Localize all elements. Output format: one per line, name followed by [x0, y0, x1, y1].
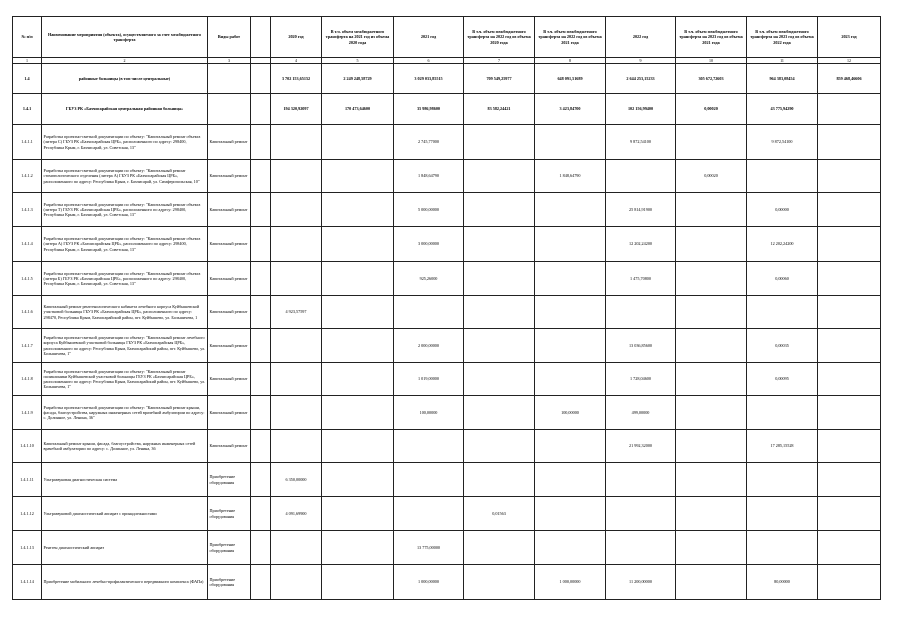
- header-cell: Наименование мероприятия (объекта), осуществляемого за счет межбюджетного трансферта: [42, 17, 208, 58]
- value-cell: [251, 329, 271, 363]
- work-type: Капитальный ремонт: [208, 193, 251, 227]
- column-number-cell: 4: [271, 58, 322, 64]
- value-cell: 13 775,00000: [394, 531, 464, 565]
- value-cell: 25 814,91900: [606, 193, 676, 227]
- row-number: 1.4.1.6: [13, 296, 42, 329]
- value-cell: [606, 497, 676, 531]
- work-type: Капитальный ремонт: [208, 430, 251, 463]
- value-cell: 4 091,69900: [271, 497, 322, 531]
- column-number-cell: 12: [818, 58, 881, 64]
- row-name: Разработка проектно-сметной документации по объекту: "Капитальный ремонт объекта (литера Т) ГБУЗ РК «Бахчисарайская ЦРБ», расположенного по адресу: 298400, Республика Крым, г. Бахчисарай, ул. Советская, 13": [42, 193, 208, 227]
- value-cell: [251, 227, 271, 262]
- value-cell: [271, 396, 322, 430]
- value-cell: [535, 363, 606, 396]
- value-cell: [251, 531, 271, 565]
- row-name: Ультразвуковой диагностический аппарат с принадлежностями: [42, 497, 208, 531]
- work-type: Капитальный ремонт: [208, 262, 251, 296]
- table-row: [13, 565, 881, 600]
- value-cell: [464, 227, 535, 262]
- value-cell: [818, 430, 881, 463]
- row-number: 1.4.1.5: [13, 262, 42, 296]
- table-row: [13, 160, 881, 193]
- value-cell: [464, 160, 535, 193]
- value-cell: [251, 463, 271, 497]
- value-cell: [818, 94, 881, 125]
- value-cell: [271, 160, 322, 193]
- header-row: [13, 17, 881, 58]
- value-cell: [251, 160, 271, 193]
- value-cell: [747, 531, 818, 565]
- row-name: Разработка проектно-сметной документации по объекту: "Капитальный ремонт объекта (литера С) ГБУЗ РК «Бахчисарайская ЦРБ», расположенного по адресу: 298400, Республика Крым, г. Бахчисарай, ул. Советская, 13": [42, 125, 208, 160]
- row-name: Разработка проектно-сметной документации по объекту: "Капитальный ремонт крыши, фасада, благоустройства, наружных инженерных сетей врачебной амбулатории по адресу: с. Долинное, ул. Ленина, 36": [42, 396, 208, 430]
- value-cell: [271, 262, 322, 296]
- value-cell: [271, 565, 322, 600]
- table-row: [13, 396, 881, 430]
- value-cell: [606, 296, 676, 329]
- column-number-cell: 2: [42, 58, 208, 64]
- value-cell: [322, 227, 394, 262]
- row-number: 1.4.1.14: [13, 565, 42, 600]
- value-cell: [676, 565, 747, 600]
- value-cell: [818, 262, 881, 296]
- header-cell: [251, 17, 271, 58]
- value-cell: 3 000,00000: [394, 227, 464, 262]
- column-number-cell: 5: [322, 58, 394, 64]
- value-cell: [251, 193, 271, 227]
- value-cell: [676, 531, 747, 565]
- header-cell: 2022 год: [606, 17, 676, 58]
- value-cell: [818, 531, 881, 565]
- header-cell: 2020 год: [271, 17, 322, 58]
- value-cell: 1 475,70800: [606, 262, 676, 296]
- budget-table: [12, 16, 881, 600]
- value-cell: 100,00000: [394, 396, 464, 430]
- value-cell: 709 549,25977: [464, 64, 535, 94]
- value-cell: [394, 430, 464, 463]
- header-cell: В т.ч. объем межбюджетного трансферта на 2022 год из объема 2020 года: [464, 17, 535, 58]
- value-cell: 9 872,54100: [747, 125, 818, 160]
- value-cell: [535, 227, 606, 262]
- value-cell: [747, 296, 818, 329]
- value-cell: [251, 64, 271, 94]
- column-number-cell: 3: [208, 58, 251, 64]
- value-cell: [251, 430, 271, 463]
- value-cell: 12 202,24200: [747, 227, 818, 262]
- value-cell: [322, 329, 394, 363]
- value-cell: 2 745,77000: [394, 125, 464, 160]
- value-cell: 648 091,51689: [535, 64, 606, 94]
- value-cell: 0,00035: [747, 329, 818, 363]
- table-row: [13, 329, 881, 363]
- value-cell: 305 672,72603: [676, 64, 747, 94]
- value-cell: [676, 497, 747, 531]
- header-cell: В т.ч. объем межбюджетного трансферта на 2023 год из объема 2021 года: [676, 17, 747, 58]
- value-cell: 35 986,98600: [394, 94, 464, 125]
- value-cell: [606, 160, 676, 193]
- value-cell: 12 202,24200: [606, 227, 676, 262]
- column-number-cell: 6: [394, 58, 464, 64]
- row-name: Разработка проектно-сметной документации по объекту: "Капитальный ремонт объекта (литера А) ГБУЗ РК «Бахчисарайская ЦРБ», расположенного по адресу: 298400, Республика Крым, г. Бахчисарай, ул. Советская, 13": [42, 227, 208, 262]
- value-cell: [322, 531, 394, 565]
- value-cell: [676, 363, 747, 396]
- value-cell: [464, 329, 535, 363]
- value-cell: [676, 430, 747, 463]
- value-cell: [251, 565, 271, 600]
- value-cell: 83 582,24421: [464, 94, 535, 125]
- value-cell: 9 872,54100: [606, 125, 676, 160]
- work-type: Капитальный ремонт: [208, 329, 251, 363]
- value-cell: [676, 193, 747, 227]
- value-cell: 0,01563: [464, 497, 535, 531]
- work-type: Приобретение оборудования: [208, 497, 251, 531]
- work-type: Капитальный ремонт: [208, 363, 251, 396]
- work-type: Приобретение оборудования: [208, 463, 251, 497]
- table-row: [13, 94, 881, 125]
- value-cell: 80,00000: [747, 565, 818, 600]
- value-cell: [818, 227, 881, 262]
- value-cell: [747, 463, 818, 497]
- value-cell: [535, 463, 606, 497]
- value-cell: [322, 125, 394, 160]
- row-number: 1.4.1.2: [13, 160, 42, 193]
- value-cell: [535, 125, 606, 160]
- work-type: [208, 94, 251, 125]
- header-cell: 2021 год: [394, 17, 464, 58]
- value-cell: 1 000,00000: [535, 565, 606, 600]
- value-cell: [322, 262, 394, 296]
- work-type: Приобретение оборудования: [208, 531, 251, 565]
- row-number: 1.4.1.8: [13, 363, 42, 396]
- value-cell: [676, 262, 747, 296]
- value-cell: [818, 363, 881, 396]
- row-number: 1.4.1.12: [13, 497, 42, 531]
- value-cell: [535, 531, 606, 565]
- value-cell: [676, 227, 747, 262]
- value-cell: [676, 396, 747, 430]
- value-cell: [818, 565, 881, 600]
- value-cell: 3 702 153,65152: [271, 64, 322, 94]
- value-cell: [818, 193, 881, 227]
- table-row: [13, 64, 881, 94]
- value-cell: [271, 329, 322, 363]
- column-number-cell: 11: [747, 58, 818, 64]
- value-cell: [251, 396, 271, 430]
- row-number: 1.4.1.13: [13, 531, 42, 565]
- table-row: [13, 227, 881, 262]
- value-cell: 43 775,94290: [747, 94, 818, 125]
- row-name: Ультразвуковая диагностическая система: [42, 463, 208, 497]
- value-cell: 100,00000: [535, 396, 606, 430]
- value-cell: [271, 430, 322, 463]
- value-cell: [464, 463, 535, 497]
- value-cell: [747, 396, 818, 430]
- value-cell: 2 644 253,15233: [606, 64, 676, 94]
- value-cell: [322, 296, 394, 329]
- value-cell: 0,00095: [747, 363, 818, 396]
- header-cell: В т.ч. объем межбюджетного трансферта на 2023 год из объема 2022 года: [747, 17, 818, 58]
- value-cell: 0,00020: [676, 160, 747, 193]
- column-number-cell: 7: [464, 58, 535, 64]
- row-name: Разработка проектно-сметной документации по объекту: "Капитальный ремонт стоматологического отделения (литера А) ГБУЗ РК «Бахчисарайская ЦРБ», расположенного по адресу: Республика Крым, г. Бахчисарай, ул. Симферопольская, 10": [42, 160, 208, 193]
- value-cell: [251, 363, 271, 396]
- row-name: Рентген диагностический аппарат: [42, 531, 208, 565]
- row-number: 1.4: [13, 64, 42, 94]
- value-cell: 3 029 033,85515: [394, 64, 464, 94]
- value-cell: [818, 160, 881, 193]
- value-cell: [747, 160, 818, 193]
- work-type: Капитальный ремонт: [208, 160, 251, 193]
- header-cell: 2023 год: [818, 17, 881, 58]
- row-name: Разработка проектно-сметной документации по объекту: "Капитальный ремонт объекта (литера Б) ГБУЗ РК «Бахчисарайская ЦРБ», расположенного по адресу: 298400, Республика Крым, г. Бахчисарай, ул. Советская, 13": [42, 262, 208, 296]
- table-row: [13, 363, 881, 396]
- table-row: [13, 296, 881, 329]
- row-name: Приобретение мобильного лечебно-профилактического передвижного комплекса (ФАПа): [42, 565, 208, 600]
- value-cell: 17 285,15528: [747, 430, 818, 463]
- table-row: [13, 497, 881, 531]
- table-row: [13, 531, 881, 565]
- header-cell: В т.ч. объем межбюджетного трансферта на 2021 год из объема 2020 года: [322, 17, 394, 58]
- value-cell: 6 350,00000: [271, 463, 322, 497]
- row-name: районные больницы (в том числе центральные): [42, 64, 208, 94]
- value-cell: [322, 565, 394, 600]
- header-cell: Виды работ: [208, 17, 251, 58]
- value-cell: [271, 531, 322, 565]
- value-cell: [251, 497, 271, 531]
- value-cell: 194 320,92097: [271, 94, 322, 125]
- value-cell: [394, 463, 464, 497]
- value-cell: [464, 396, 535, 430]
- value-cell: [464, 430, 535, 463]
- value-cell: [251, 296, 271, 329]
- value-cell: [464, 193, 535, 227]
- value-cell: [818, 463, 881, 497]
- value-cell: [676, 296, 747, 329]
- value-cell: [271, 125, 322, 160]
- row-number: 1.4.1.9: [13, 396, 42, 430]
- value-cell: [251, 94, 271, 125]
- value-cell: [271, 363, 322, 396]
- value-cell: [394, 296, 464, 329]
- value-cell: 21 992,32000: [606, 430, 676, 463]
- value-cell: [322, 193, 394, 227]
- table-row: [13, 430, 881, 463]
- row-name: ГБУЗ РК «Бахчисарайская центральная районная больница»: [42, 94, 208, 125]
- row-name: Разработка проектно-сметной документации по объекту: "Капитальный ремонт лечебного корпуса Куйбышевской участковой больницы ГБУЗ РК «Бахчисарайская ЦРБ», расположенного по адресу: Республика Крым, Бахчисарайский район, пгт. Куйбышево, ул. Большичева, 1": [42, 329, 208, 363]
- table-row: [13, 193, 881, 227]
- value-cell: [464, 262, 535, 296]
- value-cell: 2 000,00000: [394, 329, 464, 363]
- row-number: 1.4.1.11: [13, 463, 42, 497]
- table-row: [13, 463, 881, 497]
- row-name: Разработка проектно-сметной документации по объекту: "Капитальный ремонт поликлиники Куйбышевской участковой больницы ГБУЗ РК «Бахчисарайская ЦРБ», расположенного по адресу: Республика Крым, Бахчисарайский район, пгт. Куйбышево, ул. Большичева, 1": [42, 363, 208, 396]
- value-cell: [676, 463, 747, 497]
- work-type: [208, 64, 251, 94]
- column-number-cell: 10: [676, 58, 747, 64]
- value-cell: 0,00020: [676, 94, 747, 125]
- value-cell: [322, 430, 394, 463]
- value-cell: 1 000,00000: [394, 565, 464, 600]
- row-number: 1.4.1.4: [13, 227, 42, 262]
- value-cell: 4 923,57597: [271, 296, 322, 329]
- header-cell: № п/п: [13, 17, 42, 58]
- row-number: 1.4.1.3: [13, 193, 42, 227]
- value-cell: 0,00000: [747, 193, 818, 227]
- value-cell: [535, 296, 606, 329]
- table-row: [13, 125, 881, 160]
- value-cell: [322, 396, 394, 430]
- value-cell: [676, 329, 747, 363]
- value-cell: [322, 160, 394, 193]
- value-cell: [818, 329, 881, 363]
- value-cell: [271, 193, 322, 227]
- value-cell: 1 728,04600: [606, 363, 676, 396]
- value-cell: [271, 227, 322, 262]
- value-cell: [322, 463, 394, 497]
- column-number-cell: 1: [13, 58, 42, 64]
- value-cell: 11 200,00000: [606, 565, 676, 600]
- work-type: Капитальный ремонт: [208, 227, 251, 262]
- work-type: Приобретение оборудования: [208, 565, 251, 600]
- value-cell: [535, 430, 606, 463]
- value-cell: [322, 363, 394, 396]
- value-cell: 2 249 248,58729: [322, 64, 394, 94]
- value-cell: [818, 497, 881, 531]
- value-cell: [818, 396, 881, 430]
- row-number: 1.4.1: [13, 94, 42, 125]
- value-cell: [676, 125, 747, 160]
- value-cell: [606, 463, 676, 497]
- value-cell: [535, 262, 606, 296]
- value-cell: [747, 497, 818, 531]
- row-name: Капитальный ремонт рентгенологического кабинета лечебного корпуса Куйбышевской участковой больницы ГБУЗ РК «Бахчисарайская ЦРБ», расположенного по адресу: 298470, Республика Крым, Бахчисарайский район, пгт. Куйбышево, ул. Большичева, 1: [42, 296, 208, 329]
- value-cell: [535, 329, 606, 363]
- value-cell: [464, 296, 535, 329]
- row-number: 1.4.1.1: [13, 125, 42, 160]
- value-cell: [251, 125, 271, 160]
- table-body: [13, 17, 881, 600]
- value-cell: [394, 497, 464, 531]
- value-cell: 859 468,46606: [818, 64, 881, 94]
- value-cell: [464, 565, 535, 600]
- value-cell: 5 000,00000: [394, 193, 464, 227]
- value-cell: 170 473,64600: [322, 94, 394, 125]
- value-cell: 964 383,08454: [747, 64, 818, 94]
- value-cell: [818, 125, 881, 160]
- header-cell: В т.ч. объем межбюджетного трансферта на 2022 год из объема 2021 года: [535, 17, 606, 58]
- row-number: 1.4.1.7: [13, 329, 42, 363]
- table-row: [13, 262, 881, 296]
- value-cell: 499,00000: [606, 396, 676, 430]
- value-cell: 1 848,64790: [535, 160, 606, 193]
- value-cell: 3 423,84700: [535, 94, 606, 125]
- work-type: Капитальный ремонт: [208, 296, 251, 329]
- value-cell: [535, 193, 606, 227]
- value-cell: 0,00060: [747, 262, 818, 296]
- value-cell: 1 019,00000: [394, 363, 464, 396]
- value-cell: [464, 125, 535, 160]
- value-cell: [464, 531, 535, 565]
- value-cell: 1 848,64790: [394, 160, 464, 193]
- value-cell: 102 156,99400: [606, 94, 676, 125]
- value-cell: [818, 296, 881, 329]
- value-cell: [464, 363, 535, 396]
- row-name: Капитальный ремонт крыши, фасада, благоустройства, наружных инженерных сетей врачебной амбулатории по адресу: с. Долинное, ул. Ленина, 36: [42, 430, 208, 463]
- value-cell: 925,26000: [394, 262, 464, 296]
- value-cell: [535, 497, 606, 531]
- work-type: Капитальный ремонт: [208, 396, 251, 430]
- value-cell: [606, 531, 676, 565]
- row-number: 1.4.1.10: [13, 430, 42, 463]
- column-number-cell: 9: [606, 58, 676, 64]
- value-cell: [322, 497, 394, 531]
- value-cell: 13 036,85600: [606, 329, 676, 363]
- column-number-cell: 8: [535, 58, 606, 64]
- value-cell: [251, 262, 271, 296]
- work-type: Капитальный ремонт: [208, 125, 251, 160]
